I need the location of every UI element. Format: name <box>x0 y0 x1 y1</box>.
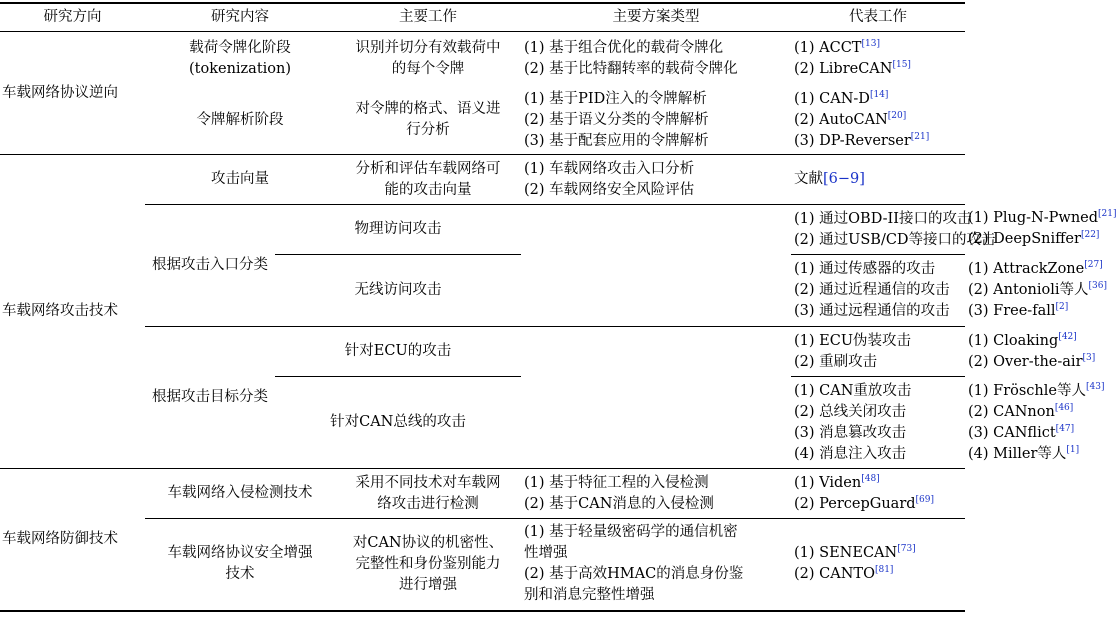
header-reps: 代表工作 <box>791 3 965 32</box>
rep-item <box>794 38 962 59</box>
reps-cell <box>791 469 965 519</box>
reps-cell <box>791 32 965 87</box>
rep-item <box>794 59 962 80</box>
scheme-item: (2) 通过近程通信的攻击 <box>794 282 950 298</box>
rep-name: (2) AutoCAN <box>794 111 888 128</box>
citation-link[interactable]: [27] <box>1084 260 1103 271</box>
scheme-item: (1) 基于特征工程的入侵检测 <box>524 474 709 491</box>
citation-link[interactable]: [13] <box>861 39 880 50</box>
citation-link[interactable]: [22] <box>1080 230 1100 241</box>
citation-link[interactable]: [14] <box>869 89 889 100</box>
rep-name: (1) CAN-D <box>794 90 870 107</box>
scheme-item: (1) ECU伪装攻击 <box>794 332 912 349</box>
content-line: 车载网络协议安全增强 <box>167 545 313 562</box>
table-row <box>0 87 965 155</box>
rep-name: (1) ACCT <box>794 40 862 57</box>
scheme-item: 性增强 <box>524 545 568 562</box>
work-line: 分析和评估车载网络可 <box>355 160 501 177</box>
work-empty <box>521 327 791 469</box>
rep-name: (1) SENECAN <box>794 545 898 562</box>
rep-name: (1) Plug-N-Pwned <box>968 210 1099 227</box>
rep-item <box>794 473 962 494</box>
citation-link[interactable]: [1] <box>1066 444 1080 455</box>
reps-cell <box>791 87 965 155</box>
rep-item <box>794 543 962 564</box>
scheme-item: (2) 基于高效HMAC的消息身份鉴 <box>524 566 744 583</box>
rep-prefix: 文献 <box>794 171 823 187</box>
rep-name: (1) Cloaking <box>968 332 1059 349</box>
scheme-item: 别和消息完整性增强 <box>524 587 655 604</box>
table-row <box>0 32 965 87</box>
content-cell: 无线访问攻击 <box>275 255 521 327</box>
scheme-item: (1) 通过OBD-II接口的攻击 <box>794 210 972 227</box>
scheme-item: (2) 基于比特翻转率的载荷令牌化 <box>524 61 738 78</box>
schemes-cell <box>521 32 791 87</box>
citation-link[interactable]: [21] <box>910 131 930 142</box>
work-line: 对令牌的格式、语义进 <box>355 101 501 118</box>
schemes-cell <box>521 469 791 519</box>
header-row <box>0 3 965 32</box>
citation-link[interactable]: [20] <box>887 110 907 121</box>
direction-attack: 车载网络攻击技术 <box>0 155 145 469</box>
subgroup-entry: 根据攻击入口分类 <box>145 205 275 327</box>
rep-name: (2) DeepSniffer <box>968 231 1081 248</box>
table-row <box>0 205 965 255</box>
content-cell: 令牌解析阶段 <box>145 87 335 155</box>
work-cell <box>335 32 521 87</box>
header-work: 主要工作 <box>335 3 521 32</box>
scheme-item: (2) 重刷攻击 <box>794 353 878 370</box>
schemes-cell <box>521 87 791 155</box>
rep-name: (3) CANflict <box>968 424 1056 441</box>
scheme-item: (1) 车载网络攻击入口分析 <box>524 160 695 177</box>
scheme-item: (1) 基于PID注入的令牌解析 <box>524 90 707 107</box>
rep-name: (2) Antonioli等人 <box>968 282 1089 298</box>
schemes-cell <box>791 327 965 377</box>
rep-name: (1) Viden <box>794 474 862 491</box>
scheme-item: (2) 车载网络安全风险评估 <box>524 181 695 198</box>
reps-cell <box>791 155 965 205</box>
content-cell <box>145 519 335 611</box>
rep-name: (2) PercepGuard <box>794 495 916 512</box>
rep-name: (2) LibreCAN <box>794 61 893 78</box>
citation-link[interactable]: [69] <box>915 494 935 505</box>
citation-link[interactable]: [2] <box>1055 302 1069 313</box>
work-line: 识别并切分有效载荷中 <box>355 40 501 57</box>
scheme-item: (2) 总线关闭攻击 <box>794 403 907 420</box>
header-schemes: 主要方案类型 <box>521 3 791 32</box>
header-content: 研究内容 <box>145 3 335 32</box>
rep-name: (3) DP-Reverser <box>794 132 911 149</box>
work-line: 行分析 <box>406 122 450 139</box>
work-cell <box>335 469 521 519</box>
rep-name: (4) Miller等人 <box>968 445 1067 462</box>
scheme-item: (3) 消息篡改攻击 <box>794 424 907 441</box>
schemes-cell <box>521 519 791 611</box>
table-row <box>0 155 965 205</box>
content-cell: 物理访问攻击 <box>275 205 521 255</box>
work-line: 的每个令牌 <box>391 61 465 78</box>
content-cell: 针对CAN总线的攻击 <box>275 377 521 469</box>
content-cell <box>145 32 335 87</box>
rep-name: (1) Fröschle等人 <box>968 382 1086 399</box>
content-line: 载荷令牌化阶段 <box>189 40 291 57</box>
header-direction: 研究方向 <box>0 3 145 32</box>
work-cell <box>335 155 521 205</box>
rep-item <box>794 131 962 152</box>
citation-link[interactable]: [47] <box>1055 423 1075 434</box>
scheme-item: (1) 基于轻量级密码学的通信机密 <box>524 524 738 541</box>
scheme-item: (1) 通过传感器的攻击 <box>794 261 936 277</box>
citation-link[interactable]: [81] <box>874 565 894 576</box>
reps-cell <box>791 519 965 611</box>
schemes-cell <box>791 255 965 327</box>
citation-link[interactable]: [3] <box>1082 352 1096 363</box>
rep-name: (2) Over-the-air <box>968 353 1083 370</box>
scheme-item: (1) 基于组合优化的载荷令牌化 <box>524 40 724 57</box>
scheme-item: (2) 基于CAN消息的入侵检测 <box>524 495 714 512</box>
table-row <box>0 469 965 519</box>
direction-protocol-reverse: 车载网络协议逆向 <box>0 32 145 155</box>
rep-item <box>794 89 962 110</box>
scheme-item: (1) CAN重放攻击 <box>794 382 912 399</box>
work-cell <box>335 519 521 611</box>
citation-link[interactable]: [42] <box>1058 331 1077 342</box>
content-cell: 针对ECU的攻击 <box>275 327 521 377</box>
table-row <box>0 519 965 611</box>
schemes-cell <box>791 377 965 469</box>
direction-defense: 车载网络防御技术 <box>0 469 145 611</box>
citation-link[interactable]: [6−9] <box>823 171 865 187</box>
table-row <box>0 327 965 377</box>
citation-link[interactable]: [43] <box>1086 381 1105 392</box>
rep-name: (1) AttrackZone <box>968 261 1085 277</box>
work-line: 进行增强 <box>399 576 457 593</box>
content-line: (tokenization) <box>188 61 292 78</box>
rep-name: (2) CANTO <box>794 566 875 583</box>
scheme-item: (3) 基于配套应用的令牌解析 <box>524 132 709 149</box>
work-line: 采用不同技术对车载网 <box>355 474 501 491</box>
content-line: 技术 <box>225 566 255 583</box>
scheme-item: (2) 基于语义分类的令牌解析 <box>524 111 709 128</box>
citation-link[interactable]: [48] <box>861 473 880 484</box>
rep-item <box>794 110 962 131</box>
work-cell <box>335 87 521 155</box>
citation-link[interactable]: [46] <box>1054 402 1074 413</box>
content-cell: 攻击向量 <box>145 155 335 205</box>
rep-item <box>794 564 962 585</box>
citation-link[interactable]: [73] <box>897 544 916 555</box>
scheme-item: (3) 通过远程通信的攻击 <box>794 303 950 319</box>
scheme-item: (4) 消息注入攻击 <box>794 445 907 462</box>
scheme-item: (2) 通过USB/CD等接口的攻击 <box>794 231 996 248</box>
citation-link[interactable]: [15] <box>892 60 911 71</box>
work-line: 络攻击进行检测 <box>377 495 479 512</box>
citation-link[interactable]: [21] <box>1098 209 1117 220</box>
subgroup-target: 根据攻击目标分类 <box>145 327 275 469</box>
citation-link[interactable]: [36] <box>1088 281 1107 292</box>
rep-item <box>794 494 962 515</box>
schemes-cell <box>791 205 996 255</box>
schemes-cell <box>521 155 791 205</box>
content-cell: 车载网络入侵检测技术 <box>145 469 335 519</box>
work-line: 完整性和身份鉴别能力 <box>355 555 501 572</box>
work-empty <box>521 205 791 327</box>
research-summary-table <box>0 2 1117 612</box>
work-line: 对CAN协议的机密性、 <box>352 534 504 551</box>
rep-name: (3) Free-fall <box>968 303 1056 319</box>
work-line: 能的攻击向量 <box>384 181 472 198</box>
rep-name: (2) CANnon <box>968 403 1055 420</box>
